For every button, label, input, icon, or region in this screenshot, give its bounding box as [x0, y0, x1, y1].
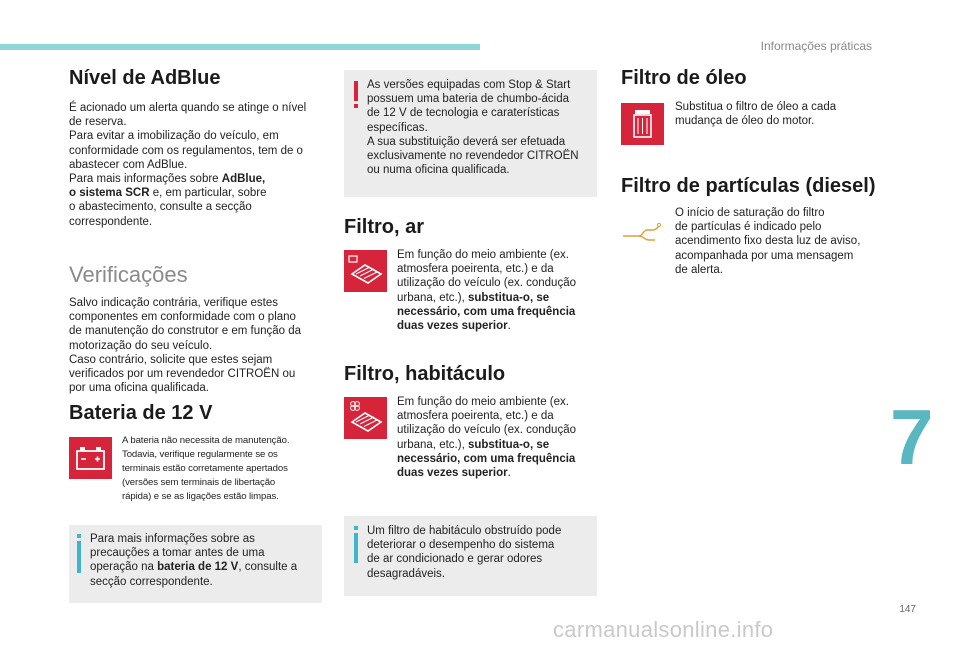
warning-icon: [354, 81, 358, 101]
filtro-habitaculo-title: Filtro, habitáculo: [344, 363, 506, 385]
air-filter-icon: [344, 250, 387, 292]
bateria-title: Bateria de 12 V: [69, 402, 213, 424]
info-icon: [77, 534, 81, 538]
section-header: Informações práticas: [760, 39, 872, 53]
bateria-info-note: Para mais informações sobre as precauções a tomar antes de uma operação na bateria de 12 V, consulte a secção correspondente.: [69, 525, 322, 603]
stopstart-warning-note: As versões equipadas com Stop & Start possuem uma bateria de chumbo-ácida de 12 V de tecnologia e caraterísticas específicas. A sua substituição deverá ser efetuada exclusivamente no revendedor CITROËN ou numa oficina qualificada.: [344, 70, 597, 197]
filtro-ar-text: Em função do meio ambiente (ex. atmosfera poeirenta, etc.) e da utilização do veículo (ex. condução urbana, etc.), substitua-o, se necessário, com uma frequência duas vezes superior.: [397, 249, 576, 333]
filtro-habitaculo-text: Em função do meio ambiente (ex. atmosfera poeirenta, etc.) e da utilização do veículo (ex. condução urbana, etc.), substitua-o, se necessário, com uma frequência duas vezes superior.: [397, 396, 576, 480]
bateria-text: A bateria não necessita de manutenção. Todavia, verifique regularmente se os terminais estão corretamente apertados (versões sem terminais de libertação rápida) e se as ligações estão limpas.: [122, 435, 290, 502]
filtro-particulas-text: O início de saturação do filtro de partículas é indicado pelo acendimento fixo desta luz de aviso, acompanhada por uma mensagem de alerta.: [675, 207, 861, 276]
header-accent-bar: [0, 44, 480, 50]
particle-filter-warning-icon: [621, 222, 665, 244]
filtro-oleo-text: Substitua o filtro de óleo a cada mudança de óleo do motor.: [675, 101, 837, 128]
filtro-particulas-title: Filtro de partículas (diesel): [621, 175, 876, 197]
verificacoes-title: Verificações: [69, 262, 188, 287]
adblue-text: É acionado um alerta quando se atinge o nível de reserva. Para evitar a imobilização do veículo, em conformidade com os regulamentos, tem de o abastecer com AdBlue. Para mais informações sobre AdBlue, o sistema SCR e, em particular, sobre o abastecimento, consulte a secção correspondente.: [69, 102, 307, 228]
battery-icon: [69, 437, 112, 479]
oil-filter-icon: [621, 103, 664, 145]
info-icon: [354, 526, 358, 530]
page-number: 147: [899, 604, 916, 615]
filtro-oleo-title: Filtro de óleo: [621, 67, 747, 89]
chapter-number: 7: [890, 393, 934, 481]
filtro-ar-title: Filtro, ar: [344, 216, 425, 238]
adblue-title: Nível de AdBlue: [69, 67, 221, 89]
watermark: carmanualsonline.info: [553, 617, 774, 642]
habitaculo-info-note: Um filtro de habitáculo obstruído pode deteriorar o desempenho do sistema de ar condicionado e gerar odores desagradáveis.: [344, 516, 597, 596]
verificacoes-text: Salvo indicação contrária, verifique estes componentes em conformidade com o plano de manutenção do construtor e em função da motorização do seu veículo. Caso contrário, solicite que estes sejam verificados por um revendedor CITROËN ou por uma oficina qualificada.: [69, 297, 302, 395]
cabin-filter-icon: [344, 397, 387, 439]
